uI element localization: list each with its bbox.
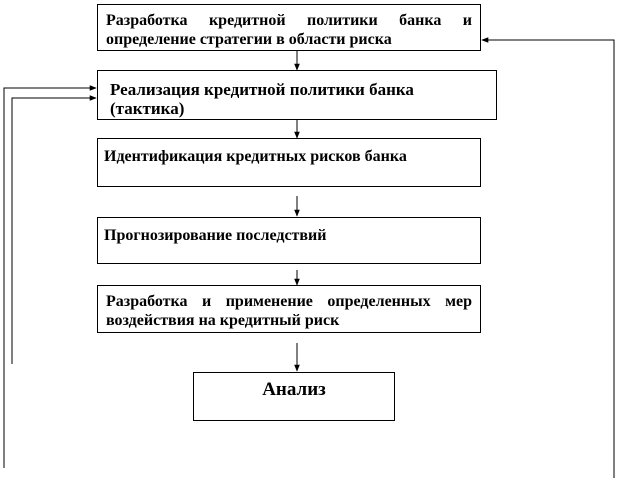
step-analysis: [193, 372, 395, 421]
step-risk-identification: [97, 138, 481, 187]
feedback-line-inner: [12, 98, 96, 364]
step-measures-text: Разработка и применение определенных мер воздействия на кредитный риск: [106, 293, 472, 329]
step-analysis-text: Анализ: [262, 379, 326, 400]
feedback-line-outer: [4, 88, 96, 468]
step-measures: [97, 285, 481, 333]
step-policy-implementation-text: Реализация кредитной политики банка (тактика): [110, 80, 414, 118]
step-risk-identification-text: Идентификация кредитных рисков банка: [104, 148, 407, 165]
step-consequence-forecasting-text: Прогнозирование последствий: [104, 227, 327, 244]
step-policy-implementation: [97, 70, 497, 120]
step-policy-development-text: Разработка кредитной политики банка и определение стратегии в области риска: [106, 12, 472, 48]
step-consequence-forecasting: [97, 217, 481, 264]
step-policy-development: [97, 4, 481, 51]
feedback-line-right: [482, 40, 614, 478]
